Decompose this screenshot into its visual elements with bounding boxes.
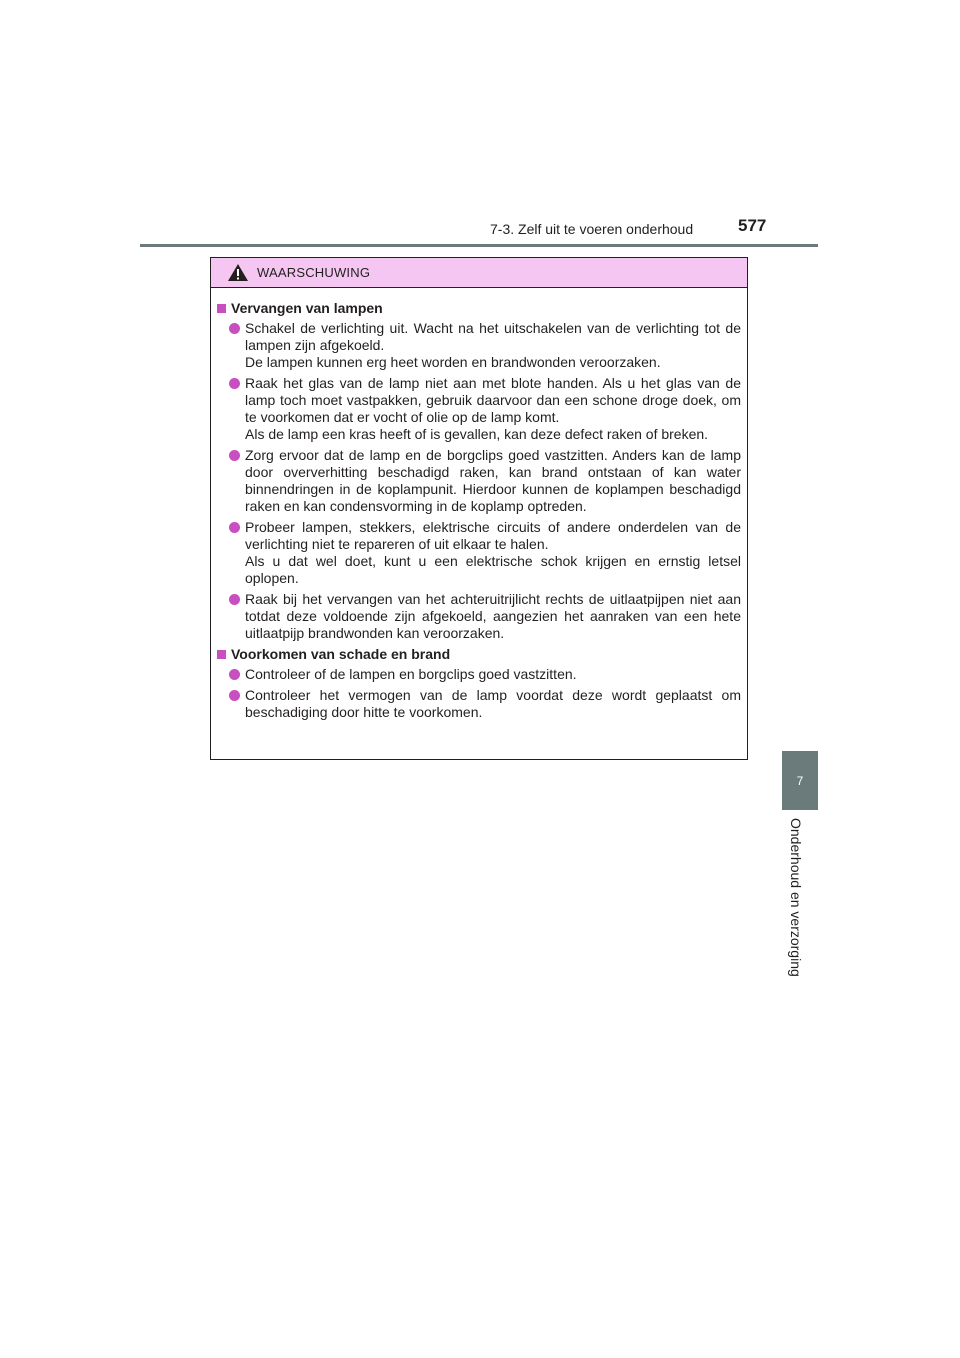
section-heading-text: Vervangen van lampen xyxy=(231,300,383,316)
list-item xyxy=(229,447,741,515)
chapter-tab: 7 xyxy=(782,751,818,810)
section-title: 7-3. Zelf uit te voeren onderhoud xyxy=(490,221,694,237)
list-item xyxy=(229,375,741,443)
bullet-icon xyxy=(229,378,240,389)
item-text: Zorg ervoor dat de lamp en de borgclips goed vastzitten. Anders kan de lamp door oververhitting beschadigd raken, kan brand ontstaan of kan water binnendringen in de koplampunit. Hierdoor kunnen de koplampen beschadigd raken en kan condensvorming in de koplamp optreden. xyxy=(245,447,741,514)
section-heading xyxy=(217,646,741,663)
section-heading xyxy=(217,300,741,317)
bullet-icon xyxy=(229,323,240,334)
item-text: Schakel de verlichting uit. Wacht na het uitschakelen van de verlichting tot de lampen zijn afgekoeld. xyxy=(245,320,741,353)
section-heading-text: Voorkomen van schade en brand xyxy=(231,646,451,662)
bullet-icon xyxy=(229,669,240,680)
bullet-icon xyxy=(229,450,240,461)
square-bullet-icon xyxy=(217,650,226,659)
warning-body xyxy=(211,288,747,721)
item-text: Raak bij het vervangen van het achteruitrijlicht rechts de uitlaatpijpen niet aan totdat deze voldoende zijn afgekoeld, aangezien het aanraken van een hete uitlaatpijp brandwonden kan veroorzaken. xyxy=(245,591,741,641)
warning-triangle-icon xyxy=(227,263,249,282)
warning-header xyxy=(211,258,747,288)
list-item xyxy=(229,591,741,642)
warning-title: WAARSCHUWING xyxy=(257,265,371,280)
item-note: Als de lamp een kras heeft of is gevallen, kan deze defect raken of breken. xyxy=(245,426,709,442)
item-note: Als u dat wel doet, kunt u een elektrische schok krijgen en ernstig letsel oplopen. xyxy=(245,553,741,586)
list-item xyxy=(229,320,741,371)
bullet-icon xyxy=(229,690,240,701)
page-number: 577 xyxy=(738,216,767,235)
item-text: Probeer lampen, stekkers, elektrische circuits of andere onderdelen van de verlichting niet te repareren of uit elkaar te halen. xyxy=(245,519,741,552)
square-bullet-icon xyxy=(217,304,226,313)
list-item xyxy=(229,519,741,587)
chapter-label: Onderhoud en verzorging xyxy=(788,818,804,977)
list-item xyxy=(229,666,741,683)
item-text: Controleer het vermogen van de lamp voordat deze wordt geplaatst om beschadiging door hitte te voorkomen. xyxy=(245,687,741,720)
list-item xyxy=(229,687,741,721)
bullet-icon xyxy=(229,594,240,605)
warning-box xyxy=(210,257,748,760)
item-note: De lampen kunnen erg heet worden en brandwonden veroorzaken. xyxy=(245,354,661,370)
header-rule xyxy=(140,244,818,247)
bullet-icon xyxy=(229,522,240,533)
item-text: Raak het glas van de lamp niet aan met blote handen. Als u het glas van de lamp toch moet vastpakken, gebruik daarvoor dan een schone droge doek, om te voorkomen dat er vocht of olie op de lamp komt. xyxy=(245,375,741,425)
item-text: Controleer of de lampen en borgclips goed vastzitten. xyxy=(245,666,577,682)
